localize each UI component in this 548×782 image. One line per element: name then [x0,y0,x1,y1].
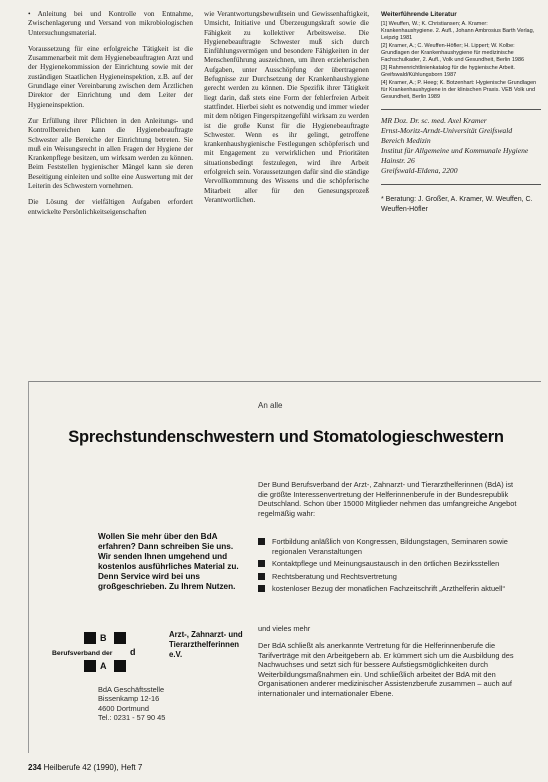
ad-address [98,685,165,723]
article-column-3 [381,10,541,214]
literature-title: Weiterführende Literatur [381,11,457,18]
literature-item: [3] Rahmenrichtlinienkatalog für die hygienische Arbeit. Greifswald/Kühlungsborn 1987 [381,65,515,79]
square-bullet-icon [258,573,265,580]
ad-left-rule [28,381,29,753]
author-block [381,116,541,176]
author-city: Greifswald-Eldena, 2200 [381,166,458,176]
logo-square-icon [84,632,96,644]
divider [381,109,541,110]
benefit-item [258,584,518,594]
paragraph: Voraussetzung für eine erfolgreiche Tätigkeit ist die Zusammenarbeit mit dem Hygienebeauftragten Arzt und der Hygienekommission der Einrichtung sowie mit der zuständigen Staatlichen Hygieneinspektion, z.B. auf der Grundlage einer Vereinbarung zwischen dem Ärztlichen Direktor der Einrichtung und dem Leiter der Hygieneinspektion. [28,44,193,109]
author-division: Bereich Medizin [381,136,431,146]
logo-letter-a: A [100,661,107,671]
paragraph: • Anleitung bei und Kontrolle von Entnahme, Zwischenlagerung und Versand von mikrobiologischen Untersuchungsmaterial. [28,10,193,37]
logo-letter-b: B [100,633,107,643]
square-bullet-icon [258,560,265,567]
ad-intro: Der Bund Berufsverband der Arzt-, Zahnarzt- und Tierarzthelferinnen (BdA) ist die größte Interessenvertretung der Helferinnenberufe in der Bundesrepublik Deutschland. Schon über 15000 Mitglieder nehmen das umfangreiche Angebot regelmäßig wahr: [258,480,517,518]
page-number: 234 [28,763,42,772]
benefit-item [258,572,518,582]
author-street: Hainstr. 26 [381,156,415,166]
literature-item: [1] Weuffen, W.; K. Christiansen; A. Kramer: Krankenhaushygiene. 2. Aufl., Johann Ambrosius Barth Verlag, Leipzig 1981 [381,21,535,42]
benefit-text: Kontaktpflege und Meinungsaustausch in den örtlichen Bezirksstellen [272,559,500,569]
article-column-2 [204,10,369,212]
benefit-item [258,537,518,556]
footnote: * Beratung: J. Großer, A. Kramer, W. Weuffen, C. Weuffen-Höfler [381,196,533,213]
ad-closing: Der BdA schließt als anerkannte Vertretung für die Helferinnenberufe die Tarifverträge mit den Arbeitgebern ab. Er kümmert sich um die Ausbildung des Nachwuchses und setzt sich für bessere Aufstiegsmöglichkeiten durch Weiterbildungsmaßnahmen ein. Und schließlich arbeitet der BdA mit den Organisationen anderer medizinischer Assistenzberufe zusammen – auch auf internationaler und internationaler Ebene. [258,641,514,698]
benefit-text: Rechtsberatung und Rechtsvertretung [272,571,397,581]
logo-square-icon [114,632,126,644]
address-office: BdA Geschäftsstelle [98,685,165,694]
address-street: Bissenkamp 12-16 [98,694,160,704]
benefit-item [258,559,518,569]
page-footer [28,763,142,772]
author-university: Ernst-Moritz-Arndt-Universität Greifswald [381,126,513,136]
bda-logo [52,630,252,675]
paragraph: Zur Erfüllung ihrer Pflichten in den Anleitungs- und Kontrollbereichen kann die Hygienebeauftragte Schwester alle Bereiche der Einrichtung betreten. Sie muß ein Weisungsrecht in allen Fragen der Hygiene der Krankenpflege besitzen, um wirksam werden zu können. Beim Feststellen hygienischer Mängel kann sie deren Beseitigung einleiten und sollte eine Auswertung mit der Leiterin des Schwestern vornehmen. [28,116,193,191]
logo-org-name: Arzt-, Zahnarzt- und Tierarzthelferinnen e.V. [169,630,243,659]
ad-addressee: An alle [258,401,283,410]
literature-item: [2] Kramer, A.; C. Weuffen-Höfler; H. Lippert; W. Kolbe: Grundlagen der Krankenhaushygiene für medizinische Fachschulkader, 2. Aufl., Volk und Gesundheit, Berlin 1986 [381,43,525,64]
ad-top-rule [28,381,541,382]
ad-callout: Wollen Sie mehr über den BdA erfahren? Dann schreiben Sie uns. Wir senden Ihnen umgehend und kostenlos ausführliches Material zu. Denn Service wird bei uns großgeschrieben. Zu Ihrem Nutzen. [98,532,239,591]
paragraph: wie Verantwortungsbewußtsein und Gewissenhaftigkeit, Umsicht, Initiative und Überzeugungskraft sowie die Fähigkeit zu kollektiver Arbeitsweise. Die Hygienebeauftragte Schwester muß sich durch Einfühlungsvermögen und besondere Fähigkeiten in der Menschenführung auszeichnen, um ihren erzieherischen Aufgaben, unter Ausschöpfung der übertragenen Befugnisse zur Durchsetzung der Krankenhaushygiene gerecht werden zu können. Die Spezifik ihrer Tätigkeit liegt darin, daß stets eine Form der fehlerfreien Arbeit stattfindet. Hierbei sieht es notwendig und immer wieder mit dem nötigen Fingerspitzengefühl wirksam zu werden ist die große Kunst für die Hygienebeauftragte Schwester. Wenn es ihr gelingt, getroffene krankenhaushygienische Festlegungen schöpferisch und mit Engagement zu verwirklichen und Prioritäten situationsbedingt festzulegen, wird ihre Arbeit erfolgreich sein. Voraussetzungen dafür sind die ständige Vervollkommnung des Wissens und die schöpferische Mitarbeit aller für den Genesungsprozeß Verantwortlichen. [204,10,369,204]
ad-benefits-list [258,537,518,597]
divider [381,184,541,185]
ad-more: und vieles mehr [258,624,311,633]
benefit-text: Fortbildung anläßlich von Kongressen, Bildungstagen, Seminaren sowie regionalen Veranstaltungen [272,537,508,556]
address-city: 4600 Dortmund [98,703,149,713]
benefit-text: kostenloser Bezug der monatlichen Fachzeitschrift „Arzthelferin aktuell“ [272,584,505,594]
address-phone: Tel.: 0231 - 57 90 45 [98,713,166,723]
logo-org-label: Berufsverband der [52,650,113,657]
logo-letter-d: d [130,647,136,657]
logo-square-icon [84,660,96,672]
author-name: MR Doz. Dr. sc. med. Axel Kramer [381,116,487,126]
square-bullet-icon [258,538,265,545]
literature-item: [4] Kramer, A.; P. Heeg; K. Botzenhart: Hygienische Grundlagen für Krankenhaushygiene in der klinischen Praxis. VEB Volk und Gesundheit, Berlin 1989 [381,80,537,101]
square-bullet-icon [258,585,265,592]
paragraph: Die Lösung der vielfältigen Aufgaben erfordert entwickelte Persönlichkeitseigenschaften [28,198,193,216]
article-column-1 [28,10,193,224]
logo-square-icon [114,660,126,672]
author-institute: Institut für Allgemeine und Kommunale Hygiene [381,146,529,156]
ad-headline: Sprechstundenschwestern und Stomatologieschwestern [68,428,504,446]
journal-citation: Heilberufe 42 (1990), Heft 7 [43,763,143,772]
